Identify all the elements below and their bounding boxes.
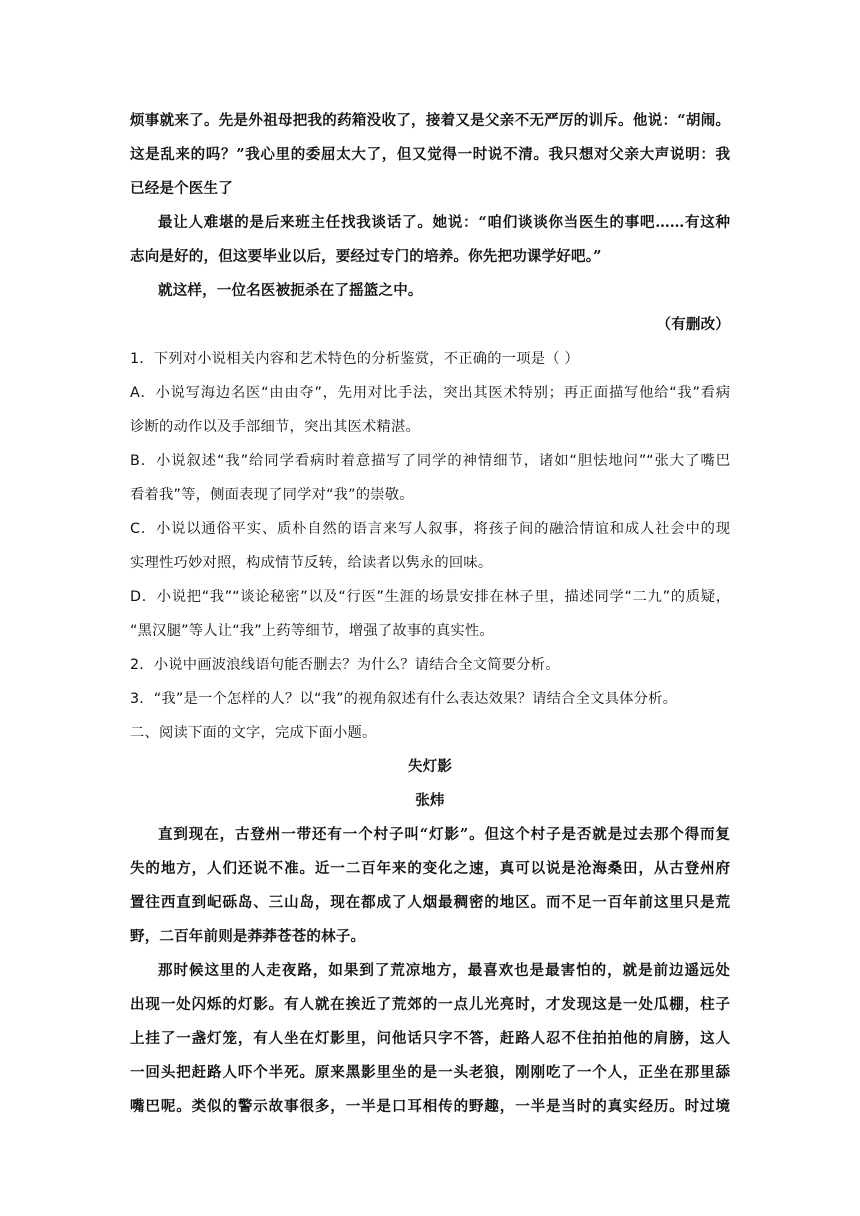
story-line: 直到现在，古登州一带还有一个村子叫“灯影”。但这个村子是否就是过去那个得而复 bbox=[158, 826, 730, 843]
question-2: 2．小说中画波浪线语句能否删去？为什么？请结合全文简要分析。 bbox=[130, 657, 560, 673]
story-line: 野，二百年前则是莽莽苍苍的林子。 bbox=[130, 928, 366, 945]
passage-title: 失灯影 bbox=[407, 758, 453, 775]
question-1-option-b-cont: 看着我”等，侧面表现了同学对“我”的崇敬。 bbox=[130, 487, 414, 503]
question-1-option-b: B．小说叙述“我”给同学看病时着意描写了同学的神情细节，诸如“胆怯地问”“张大了嘴巴 bbox=[130, 453, 730, 469]
question-1-option-a-cont: 诊断的动作以及手部细节，突出其医术精湛。 bbox=[130, 419, 420, 435]
section-heading: 二、阅读下面的文字，完成下面小题。 bbox=[130, 725, 377, 741]
story-line: 就这样，一位名医被扼杀在了摇篮之中。 bbox=[158, 282, 423, 299]
story-line: 这是乱来的吗？”我心里的委屈太大了，但又觉得一时说不清。我只想对父亲大声说明：我 bbox=[130, 146, 730, 163]
question-1-option-d: D．小说把“我”“谈论秘密”以及“行医”生涯的场景安排在林子里，描述同学“二九”的质疑， bbox=[130, 589, 730, 605]
story-line: 烦事就来了。先是外祖母把我的药箱没收了，接着又是父亲不无严厉的训斥。他说：“胡闹。 bbox=[130, 112, 730, 129]
question-1-option-c: C．小说以通俗平实、质朴自然的语言来写人叙事，将孩子间的融洽情谊和成人社会中的现 bbox=[130, 521, 730, 537]
question-1-option-a: A．小说写海边名医“由由夺”，先用对比手法，突出其医术特别；再正面描写他给“我”看病 bbox=[130, 385, 730, 401]
story-line: 失的地方，人们还说不准。近一二百年来的变化之速，真可以说是沧海桑田，从古登州府 bbox=[130, 860, 730, 877]
question-1-option-c-cont: 实理性巧妙对照，构成情节反转，给读者以隽永的回味。 bbox=[130, 555, 493, 571]
story-line: 出现一处闪烁的灯影。有人就在挨近了荒郊的一点儿光亮时，才发现这是一处瓜棚，柱子 bbox=[130, 996, 730, 1013]
story-line: 嘴巴呢。类似的警示故事很多，一半是口耳相传的野趣，一半是当时的真实经历。时过境 bbox=[130, 1098, 730, 1115]
passage-author: 张炜 bbox=[415, 792, 445, 809]
story-line: 那时候这里的人走夜路，如果到了荒凉地方，最喜欢也是最害怕的，就是前边遥远处 bbox=[158, 962, 730, 979]
story-line: 上挂了一盏灯笼，有人坐在灯影里，问他话只字不答，赶路人忍不住拍拍他的肩膀，这人 bbox=[130, 1030, 730, 1047]
question-1-stem: 1．下列对小说相关内容和艺术特色的分析鉴赏，不正确的一项是（ ） bbox=[130, 351, 579, 367]
question-1-option-d-cont: “黑汉腿”等人让“我”上药等细节，增强了故事的真实性。 bbox=[130, 623, 494, 639]
story-line: 最让人难堪的是后来班主任找我谈话了。她说：“咱们谈谈你当医生的事吧……有这种 bbox=[158, 214, 730, 231]
question-3: 3．“我”是一个怎样的人？以“我”的视角叙述有什么表达效果？请结合全文具体分析。 bbox=[130, 691, 678, 707]
story-line: 志向是好的，但这要毕业以后，要经过专门的培养。你先把功课学好吧。” bbox=[130, 248, 602, 265]
story-line: 置往西直到屺砾岛、三山岛，现在都成了人烟最稠密的地区。而不足一百年前这里只是荒 bbox=[130, 894, 730, 911]
story-line: 已经是个医生了 bbox=[130, 180, 233, 197]
story-line: 一回头把赶路人吓个半死。原来黑影里坐的是一头老狼，刚刚吃了一个人，正坐在那里舔 bbox=[130, 1064, 730, 1081]
source-note: （有删改） bbox=[656, 316, 730, 333]
